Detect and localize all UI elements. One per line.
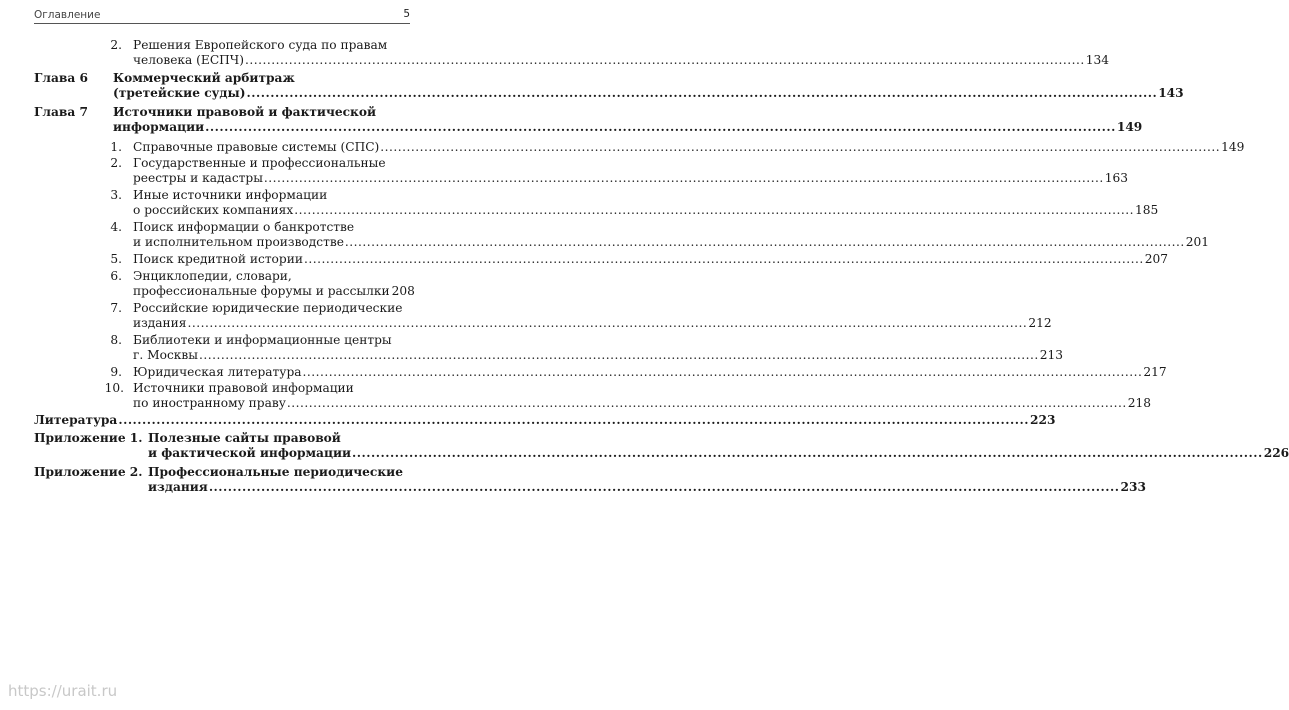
leader-dots — [352, 446, 1263, 461]
leader-dots — [209, 480, 1120, 495]
leader-dots — [303, 365, 1143, 380]
chapter-page: 223 — [1030, 413, 1056, 427]
toc-entry-page: 163 — [1104, 171, 1128, 185]
chapter-page: 143 — [1158, 86, 1184, 100]
toc-entry-title: Источники правовой информации — [133, 381, 354, 395]
leader-dots — [294, 203, 1134, 218]
toc-entry-number: 8. — [110, 333, 122, 347]
leader-dots — [187, 316, 1027, 331]
toc-entry-title: Юридическая литература — [133, 365, 302, 379]
toc-entry[interactable] — [133, 284, 415, 299]
chapter-entry[interactable] — [113, 86, 1184, 101]
chapter-entry[interactable] — [113, 120, 1143, 135]
toc-entry-title: Государственные и профессиональные — [133, 156, 386, 170]
appendix-label: Приложение 2. — [34, 465, 143, 479]
leader-dots — [264, 171, 1104, 186]
toc-entry[interactable] — [133, 140, 1245, 155]
toc-entry-number: 6. — [110, 269, 122, 283]
toc-entry[interactable] — [133, 171, 1128, 186]
chapter-title: (третейские суды) — [113, 86, 246, 100]
toc-entry-title: Иные источники информации — [133, 188, 328, 202]
toc-entry[interactable] — [133, 348, 1064, 363]
toc-entry-number: 3. — [110, 188, 122, 202]
toc-entry-number: 9. — [110, 365, 122, 379]
toc-entry[interactable] — [133, 53, 1110, 68]
appendix-label: Приложение 1. — [34, 431, 143, 445]
toc-entry-number: 2. — [110, 156, 122, 170]
leader-dots — [118, 413, 1029, 428]
leader-dots — [199, 348, 1039, 363]
toc-entry[interactable] — [133, 365, 1167, 380]
toc-entry-page: 218 — [1127, 396, 1151, 410]
chapter-label: Глава 7 — [34, 105, 88, 119]
toc-entry-page: 208 — [391, 284, 415, 298]
leader-dots — [345, 235, 1185, 250]
toc-entry-title: о российских компаниях — [133, 203, 294, 217]
toc-entry-number: 10. — [104, 381, 124, 395]
toc-entry[interactable] — [133, 252, 1169, 267]
toc-entry-title: Библиотеки и информационные центры — [133, 333, 392, 347]
leader-dots — [245, 53, 1085, 68]
toc-entry-title: по иностранному праву — [133, 396, 286, 410]
toc-entry-page: 217 — [1143, 365, 1167, 379]
appendix-title: и фактической информации — [148, 446, 352, 460]
toc-entry[interactable] — [133, 396, 1151, 411]
appendix-page: 233 — [1120, 480, 1146, 494]
toc-entry-number: 4. — [110, 220, 122, 234]
toc-entry-title: г. Москвы — [133, 348, 198, 362]
leader-dots — [287, 396, 1127, 411]
toc-entry-title: Энциклопедии, словари, — [133, 269, 292, 283]
toc-entry-page: 185 — [1135, 203, 1159, 217]
toc-entry-number: 7. — [110, 301, 122, 315]
toc-entry-page: 213 — [1039, 348, 1064, 362]
running-head-title: Оглавление — [34, 9, 101, 21]
toc-entry-title: Российские юридические периодические — [133, 301, 403, 315]
chapter-title: Коммерческий арбитраж — [113, 71, 295, 85]
toc-entry-number: 2. — [110, 38, 122, 52]
toc-entry-page: 207 — [1144, 252, 1169, 266]
toc-entry-title: Справочные правовые системы (СПС) — [133, 140, 380, 154]
toc-entry[interactable] — [133, 316, 1052, 331]
chapter-title: Источники правовой и фактической — [113, 105, 377, 119]
toc-entry-page: 149 — [1221, 140, 1245, 154]
leader-dots — [247, 86, 1158, 101]
toc-entry[interactable] — [133, 235, 1210, 250]
running-head — [34, 6, 410, 24]
appendix-title: издания — [148, 480, 208, 494]
leader-dots — [205, 120, 1116, 135]
appendix-page: 226 — [1263, 446, 1289, 460]
toc-entry[interactable] — [133, 203, 1159, 218]
watermark: https://urait.ru — [8, 682, 118, 700]
toc-entry-number: 5. — [110, 252, 122, 266]
toc-entry-page: 201 — [1185, 235, 1210, 249]
page-number: 5 — [403, 8, 410, 20]
toc-entry-title: Поиск информации о банкротстве — [133, 220, 355, 234]
toc-entry-number: 1. — [110, 140, 122, 154]
chapter-page: 149 — [1116, 120, 1143, 134]
toc-entry-title: профессиональные форумы и рассылки — [133, 284, 390, 298]
toc-entry-title: и исполнительном производстве — [133, 235, 344, 249]
chapter-title: информации — [113, 120, 205, 134]
appendix-entry[interactable] — [148, 480, 1146, 495]
appendix-title: Профессиональные периодические — [148, 465, 403, 479]
appendix-entry[interactable] — [148, 446, 1289, 461]
chapter-label: Глава 6 — [34, 71, 88, 85]
toc-entry-title: Поиск кредитной истории — [133, 252, 303, 266]
leader-dots — [380, 140, 1220, 155]
toc-entry-page: 134 — [1085, 53, 1110, 67]
chapter-title: Литература — [34, 413, 118, 427]
leader-dots — [304, 252, 1144, 267]
toc-entry-page: 212 — [1028, 316, 1052, 330]
toc-entry-title: человека (ЕСПЧ) — [133, 53, 244, 67]
toc-entry-title: реестры и кадастры — [133, 171, 263, 185]
toc-entry-title: издания — [133, 316, 187, 330]
chapter-entry[interactable] — [34, 413, 1056, 428]
toc-entry-title: Решения Европейского суда по правам — [133, 38, 388, 52]
appendix-title: Полезные сайты правовой — [148, 431, 341, 445]
